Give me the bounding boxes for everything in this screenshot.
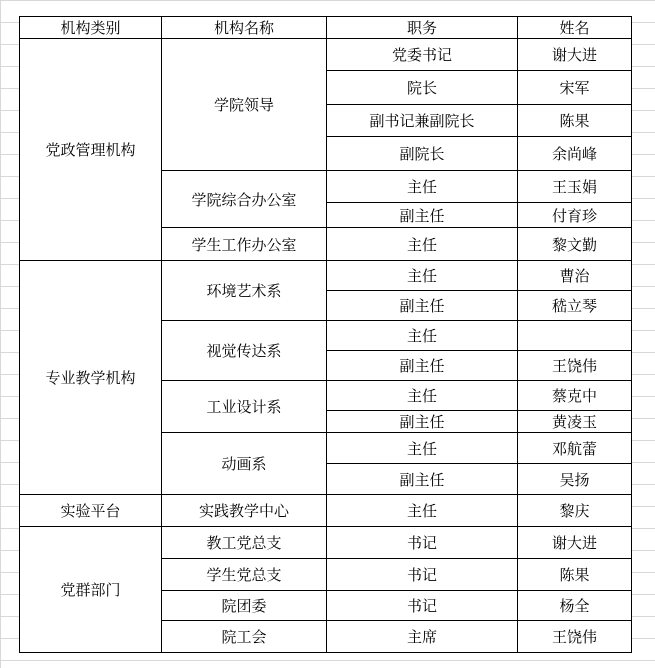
position-cell[interactable]: 主任 <box>327 228 518 261</box>
person-cell[interactable]: 邓航蕾 <box>518 433 632 464</box>
header-category[interactable]: 机构类别 <box>20 17 162 39</box>
organization-table <box>19 16 632 653</box>
unit-name-cell[interactable]: 学生工作办公室 <box>162 228 327 261</box>
unit-name-cell[interactable]: 环境艺术系 <box>162 261 327 321</box>
person-cell[interactable]: 黎庆 <box>518 495 632 527</box>
person-cell[interactable]: 陈果 <box>518 559 632 591</box>
person-cell[interactable]: 王饶伟 <box>518 351 632 381</box>
unit-name-cell[interactable]: 动画系 <box>162 433 327 495</box>
position-cell[interactable]: 副主任 <box>327 291 518 321</box>
position-cell[interactable]: 主任 <box>327 495 518 527</box>
position-cell[interactable]: 党委书记 <box>327 39 518 71</box>
position-cell[interactable]: 主任 <box>327 171 518 203</box>
unit-name-cell[interactable]: 教工党总支 <box>162 527 327 559</box>
unit-name-cell[interactable]: 学院综合办公室 <box>162 171 327 228</box>
person-cell[interactable]: 谢大进 <box>518 527 632 559</box>
person-cell[interactable]: 王玉娟 <box>518 171 632 203</box>
person-cell[interactable]: 黎文勤 <box>518 228 632 261</box>
unit-name-cell[interactable]: 院团委 <box>162 591 327 621</box>
header-person[interactable]: 姓名 <box>518 17 632 39</box>
unit-name-cell[interactable]: 学院领导 <box>162 39 327 171</box>
table-row <box>20 261 632 291</box>
position-cell[interactable]: 书记 <box>327 559 518 591</box>
table-row <box>20 39 632 71</box>
position-cell[interactable]: 副主任 <box>327 464 518 495</box>
position-cell[interactable]: 副主任 <box>327 203 518 228</box>
header-unit-name[interactable]: 机构名称 <box>162 17 327 39</box>
category-cell[interactable]: 党群部门 <box>20 527 162 653</box>
position-cell[interactable]: 主任 <box>327 381 518 411</box>
position-cell[interactable]: 书记 <box>327 591 518 621</box>
unit-name-cell[interactable]: 工业设计系 <box>162 381 327 433</box>
unit-name-cell[interactable]: 学生党总支 <box>162 559 327 591</box>
position-cell[interactable]: 副书记兼副院长 <box>327 105 518 137</box>
unit-name-cell[interactable]: 实践教学中心 <box>162 495 327 527</box>
unit-name-cell[interactable]: 院工会 <box>162 621 327 653</box>
person-cell[interactable]: 陈果 <box>518 105 632 137</box>
person-cell[interactable]: 蔡克中 <box>518 381 632 411</box>
table-row <box>20 527 632 559</box>
person-cell[interactable]: 付育珍 <box>518 203 632 228</box>
unit-name-cell[interactable]: 视觉传达系 <box>162 321 327 381</box>
person-cell[interactable]: 嵇立琴 <box>518 291 632 321</box>
person-cell[interactable]: 宋军 <box>518 71 632 105</box>
position-cell[interactable]: 书记 <box>327 527 518 559</box>
position-cell[interactable]: 主任 <box>327 433 518 464</box>
organization-table-body <box>20 17 632 653</box>
header-row <box>20 17 632 39</box>
person-cell[interactable]: 余尚峰 <box>518 137 632 171</box>
header-position[interactable]: 职务 <box>327 17 518 39</box>
position-cell[interactable]: 院长 <box>327 71 518 105</box>
position-cell[interactable]: 主任 <box>327 261 518 291</box>
person-cell[interactable]: 黄凌玉 <box>518 411 632 433</box>
person-cell[interactable]: 谢大进 <box>518 39 632 71</box>
category-cell[interactable]: 专业教学机构 <box>20 261 162 495</box>
person-cell[interactable] <box>518 321 632 351</box>
table-row <box>20 495 632 527</box>
category-cell[interactable]: 党政管理机构 <box>20 39 162 261</box>
position-cell[interactable]: 副主任 <box>327 411 518 433</box>
person-cell[interactable]: 曹治 <box>518 261 632 291</box>
position-cell[interactable]: 副院长 <box>327 137 518 171</box>
person-cell[interactable]: 杨全 <box>518 591 632 621</box>
position-cell[interactable]: 主任 <box>327 321 518 351</box>
category-cell[interactable]: 实验平台 <box>20 495 162 527</box>
person-cell[interactable]: 王饶伟 <box>518 621 632 653</box>
position-cell[interactable]: 副主任 <box>327 351 518 381</box>
person-cell[interactable]: 吴扬 <box>518 464 632 495</box>
position-cell[interactable]: 主席 <box>327 621 518 653</box>
